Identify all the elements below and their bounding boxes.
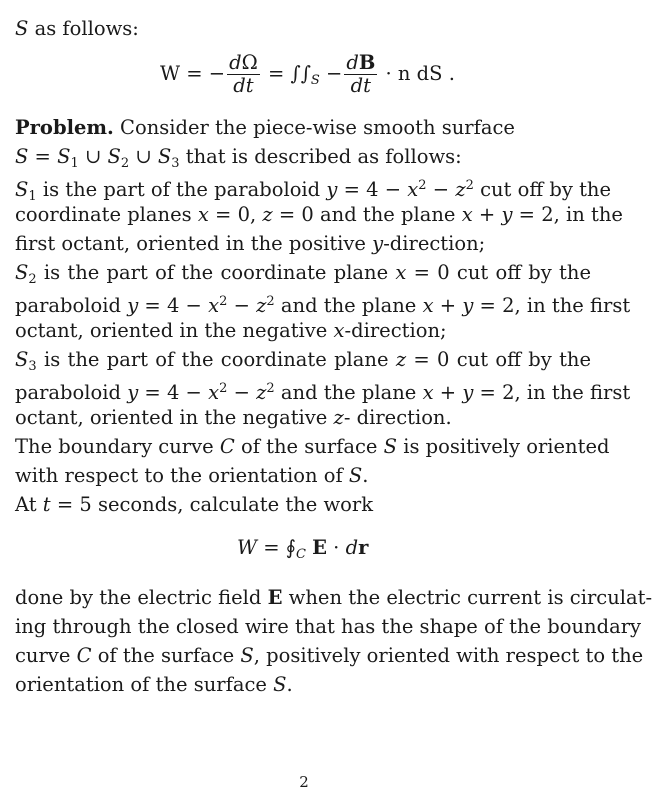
problem-text-2: that is described as follows: xyxy=(185,145,462,168)
s3-line-2: paraboloid $y = 4 - x^2 - z^2$ and the plane x + y = 2, in the first xyxy=(15,381,631,404)
s1-line-3: first octant, oriented in the positive y-direction; xyxy=(15,232,486,255)
s2-text-a: is the part of the coordinate plane xyxy=(43,261,389,284)
problem-line-1 xyxy=(15,113,591,142)
s1-text-g: -direction; xyxy=(383,232,486,255)
intro-text: as follows: xyxy=(34,17,139,40)
done-line-2 xyxy=(15,612,642,641)
page-number: 2 xyxy=(299,773,309,791)
done-text-3c: , positively oriented with respect to the xyxy=(253,644,644,667)
s2-text-f: octant, oriented in the negative xyxy=(15,319,328,342)
done-line-1: done by the electric field E when the electric current is circulat- xyxy=(15,586,652,609)
s1-text-a: is the part of the paraboloid xyxy=(42,178,321,201)
done-line-3: curve C of the surface S, positively oriented with respect to the xyxy=(15,644,644,667)
s3-text-d: and the plane xyxy=(280,381,417,404)
boundary-line-2: with respect to the orientation of S. xyxy=(15,464,369,487)
eq1-frac-omega: $\frac{d\Omega}{dt}$ xyxy=(229,51,258,97)
problem-text-1: Consider the piece-wise smooth surface xyxy=(120,116,515,139)
s1-text-c: coordinate planes xyxy=(15,203,192,226)
boundary-text-a: The boundary curve xyxy=(15,435,214,458)
s3-text-c: paraboloid xyxy=(15,381,121,404)
boundary-line-1: The boundary curve C of the surface S is positively oriented xyxy=(15,435,610,458)
s3-line-1: $S_3$ is the part of the coordinate plane z = 0 cut off by the xyxy=(15,348,592,374)
s1-text-e: in the xyxy=(566,203,623,226)
s3-text-g: - direction. xyxy=(343,406,452,429)
s3-line-3: octant, oriented in the negative z- direction. xyxy=(15,406,452,429)
done-text-3a: curve xyxy=(15,644,71,667)
s1-line-2: coordinate planes x = 0, z = 0 and the plane x + y = 2, in the xyxy=(15,203,623,226)
s1-line-1: $S_1$ is the part of the paraboloid $y = 4 - x^2 - z^2$ cut off by the xyxy=(15,178,612,204)
equation-work-line-integral: $W = ∮_C$ E · dr xyxy=(237,536,369,562)
s1-text-b: cut off by the xyxy=(480,178,612,201)
s2-line-2: paraboloid $y = 4 - x^2 - z^2$ and the plane x + y = 2, in the first xyxy=(15,294,631,317)
s2-text-c: paraboloid xyxy=(15,294,121,317)
done-line-4: orientation of the surface S. xyxy=(15,673,293,696)
done-text-3b: of the surface xyxy=(97,644,235,667)
boundary-text-c: is positively oriented xyxy=(403,435,610,458)
boundary-text-d: with respect to the orientation of xyxy=(15,464,343,487)
s3-text-a: is the part of the coordinate plane xyxy=(43,348,389,371)
s2-text-g: -direction; xyxy=(344,319,447,342)
done-text-1: done by the electric field xyxy=(15,586,262,609)
eq1-frac-b: $\frac{dB}{dt}$ xyxy=(346,51,376,97)
problem-label: Problem. xyxy=(15,116,114,139)
done-text-2: ing through the closed wire that has the shape of the boundary xyxy=(15,615,642,638)
equation-work-flux: W = − $\frac{d\Omega}{dt}$ = $\int\int_S$ − $\frac{dB}{dt}$ · n dS . xyxy=(160,51,455,97)
s3-text-e: in the first xyxy=(526,381,631,404)
s3-text-b: cut off by the xyxy=(456,348,592,371)
s1-text-f: first octant, oriented in the positive xyxy=(15,232,366,255)
s2-text-d: and the plane xyxy=(280,294,417,317)
time-line: At t = 5 seconds, calculate the work xyxy=(15,493,374,516)
eq1-dot-n: · n dS . xyxy=(385,62,455,85)
done-text-1b: when the electric current is circulat- xyxy=(288,586,652,609)
s2-line-3: octant, oriented in the negative x-direction; xyxy=(15,319,447,342)
boundary-text-b: of the surface xyxy=(240,435,378,458)
s3-text-f: octant, oriented in the negative xyxy=(15,406,328,429)
intro-line: S as follows: xyxy=(15,17,139,40)
time-text-b: seconds, calculate the work xyxy=(97,493,374,516)
time-text-a: At xyxy=(15,493,37,516)
eq1-integral: ∫∫ xyxy=(290,62,311,85)
s2-text-e: in the first xyxy=(526,294,631,317)
done-text-4: orientation of the surface xyxy=(15,673,267,696)
eq1-lhs: W = xyxy=(160,62,203,85)
s2-text-b: cut off by the xyxy=(456,261,591,284)
problem-line-2: $S = S_1$ ∪ $S_2$ ∪ $S_3$ that is described as follows: xyxy=(15,145,462,171)
s2-line-1: $S_2$ is the part of the coordinate plane x = 0 cut off by the xyxy=(15,261,591,287)
s1-text-d: and the plane xyxy=(320,203,456,226)
